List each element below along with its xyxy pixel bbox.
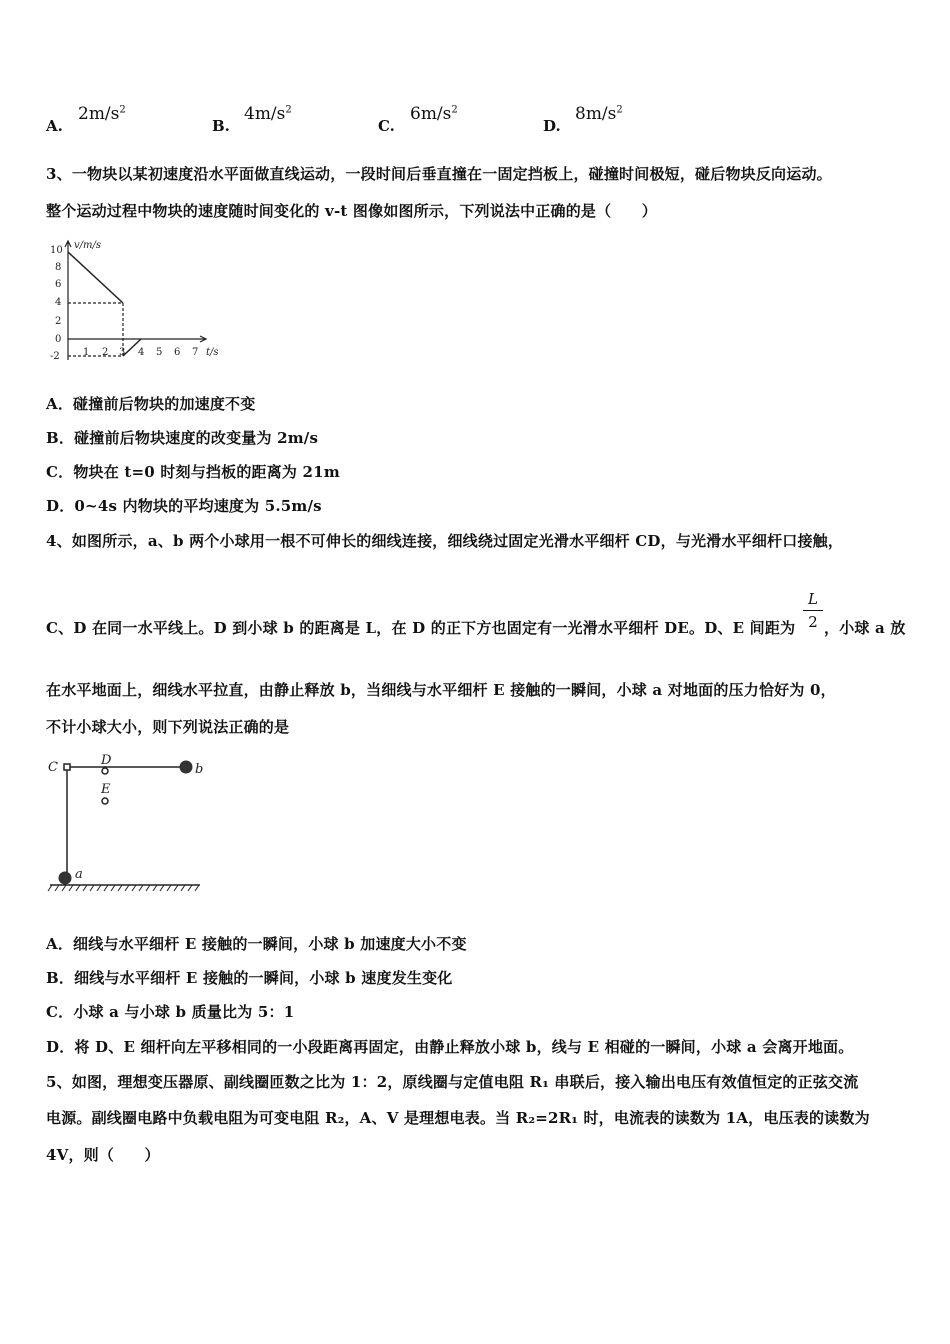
q4-option-b[interactable]: B．细线与水平细杆 E 接触的一瞬间，小球 b 速度发生变化 (46, 969, 453, 987)
q4-stem-line2-after: ，小球 a 放 (824, 619, 906, 637)
fraction-l-over-2 (803, 590, 823, 631)
graph-x-label: t/s (206, 347, 219, 358)
q5-stem-line3: 4V，则（ ） (46, 1146, 160, 1164)
label-e: E (101, 782, 111, 797)
q4-option-d[interactable]: D．将 D、E 细杆向左平移相同的一小段距离再固定，由静止释放小球 b，线与 E 相碰的一瞬间，小球 a 会离开地面。 (46, 1038, 854, 1056)
q3-option-a[interactable]: A．碰撞前后物块的加速度不变 (46, 395, 256, 413)
q3-option-b[interactable]: B．碰撞前后物块速度的改变量为 2m/s (46, 429, 319, 447)
option-label: A. (46, 117, 63, 135)
fraction-numerator: L (808, 590, 818, 608)
label-c: C (48, 760, 58, 775)
option-label: C. (378, 117, 395, 135)
option-label: D. (543, 117, 561, 135)
label-a: a (75, 867, 83, 882)
q5-stem-line1: 5、如图，理想变压器原、副线圈匝数之比为 1：2，原线圈与定值电阻 R₁ 串联后，接入输出电压有效值恒定的正弦交流 (46, 1073, 859, 1091)
ball-b (180, 761, 193, 774)
fraction-bar (803, 610, 823, 611)
option-value: $8m/s^2$ (575, 104, 623, 124)
q2-options (0, 104, 950, 140)
q4-stem-line4: 不计小球大小，则下列说法正确的是 (46, 718, 290, 736)
q5-stem-line2: 电源。副线圈电路中负载电阻为可变电阻 R₂，A、V 是理想电表。当 R₂=2R₁ 时，电流表的读数为 1A，电压表的读数为 (46, 1109, 870, 1127)
y-tick: 2 (55, 316, 62, 327)
q4-stem-line2-before: C、D 在同一水平线上。D 到小球 b 的距离是 L，在 D 的正下方也固定有一光滑水平细杆 DE。D、E 间距为 (46, 619, 796, 637)
option-label: B. (212, 117, 230, 135)
q4-stem-line1: 4、如图所示，a、b 两个小球用一根不可伸长的细线连接，细线绕过固定光滑水平细杆 CD，与光滑水平细杆口接触， (46, 532, 844, 550)
option-value: $4m/s^2$ (244, 104, 292, 124)
x-tick: 2 (102, 347, 109, 358)
rod-c (64, 764, 70, 770)
x-tick: 6 (174, 347, 181, 358)
ball-a (59, 872, 72, 885)
q3-stem-line1: 3、一物块以某初速度沿水平面做直线运动，一段时间后垂直撞在一固定挡板上，碰撞时间极短，碰后物块反向运动。 (46, 165, 832, 183)
q4-option-a[interactable]: A．细线与水平细杆 E 接触的一瞬间，小球 b 加速度大小不变 (46, 935, 467, 953)
y-tick: 10 (50, 245, 63, 256)
label-d: D (101, 753, 112, 768)
y-tick: 4 (55, 297, 62, 308)
q4-stem-line3: 在水平地面上，细线水平拉直，由静止释放 b，当细线与水平细杆 E 接触的一瞬间，小球 a 对地面的压力恰好为 0， (46, 681, 836, 699)
y-tick: 8 (55, 262, 62, 273)
graph-y-label: v/m/s (74, 240, 102, 251)
q4-option-c[interactable]: C．小球 a 与小球 b 质量比为 5：1 (46, 1003, 295, 1021)
x-tick: 4 (138, 347, 145, 358)
rod-d (102, 768, 108, 774)
q3-stem-line2: 整个运动过程中物块的速度随时间变化的 v-t 图像如图所示，下列说法中正确的是（ ） (46, 202, 657, 220)
y-tick: 0 (55, 334, 62, 345)
x-tick: 3 (119, 347, 126, 358)
velocity-line-before (68, 252, 123, 303)
rod-e (102, 798, 108, 804)
x-tick: 7 (192, 347, 199, 358)
q3-vt-graph (46, 236, 226, 366)
x-tick: 1 (83, 347, 90, 358)
option-value: $6m/s^2$ (410, 104, 458, 124)
q3-option-d[interactable]: D．0~4s 内物块的平均速度为 5.5m/s (46, 497, 322, 515)
q4-diagram (44, 750, 214, 895)
fraction-denominator: 2 (808, 613, 818, 631)
x-tick: 5 (156, 347, 163, 358)
y-tick: 6 (55, 279, 62, 290)
label-b: b (195, 762, 204, 777)
y-tick: -2 (50, 351, 60, 362)
option-value: $2m/s^2$ (78, 104, 126, 124)
q3-option-c[interactable]: C．物块在 t=0 时刻与挡板的距离为 21m (46, 463, 340, 481)
